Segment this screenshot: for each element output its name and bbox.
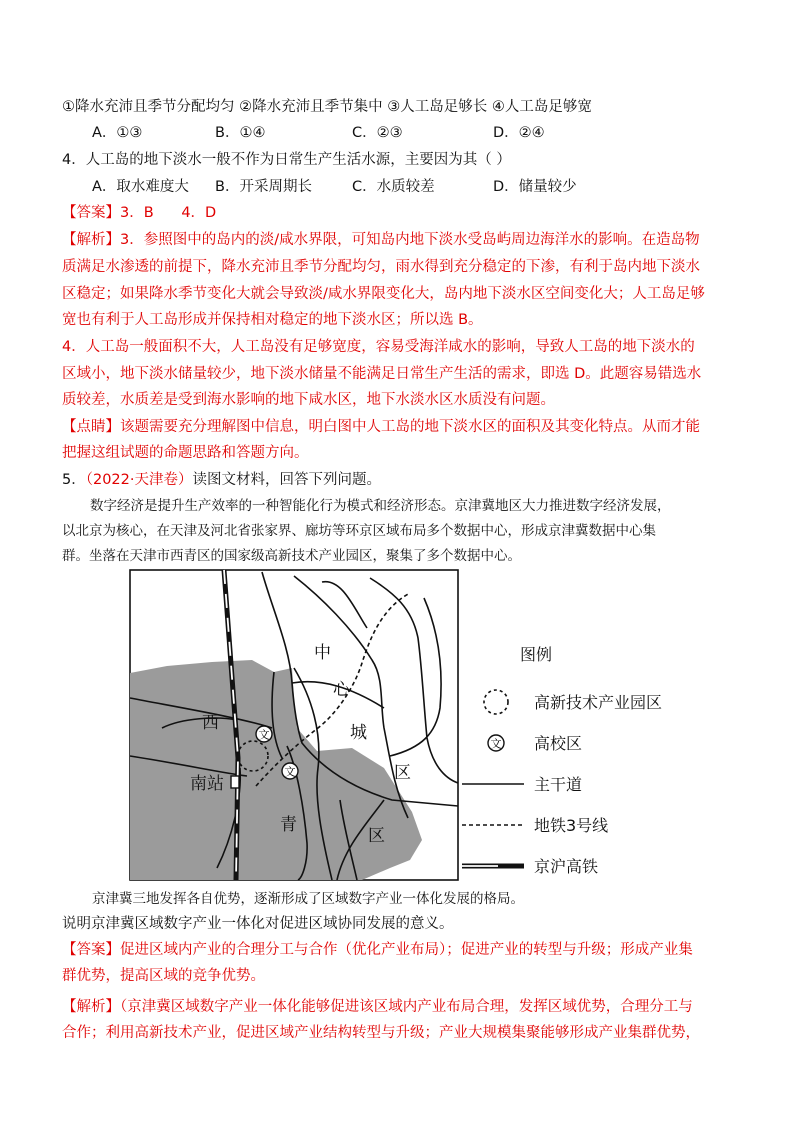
label-xi: 西 (202, 713, 219, 733)
university-label: 文 (284, 765, 296, 779)
q5-after-map: 京津冀三地发挥各自优势，逐渐形成了区域数字产业一体化发展的格局。 (92, 891, 524, 907)
analysis-34-line-4: 宽也有利于人工岛形成并保持相对稳定的地下淡水区；所以选 B。 (62, 312, 483, 328)
map-figure (122, 568, 722, 884)
tip-line-2: 把握这组试题的命题思路和答题方向。 (62, 445, 309, 461)
tip-label: 【点睛】 (62, 419, 120, 435)
analysis-text: 3．参照图中的岛内的淡/咸水界限，可知岛内地下淡水受岛屿周边海洋水的影响。在造岛物 (120, 232, 700, 248)
q5-material-1: 数字经济是提升生产效率的一种智能化行为模式和经济形态。京津冀地区大力推进数字经济发展， (90, 498, 671, 514)
q3-option-d: D．②④ (493, 125, 545, 141)
south-station-marker (231, 776, 239, 788)
legend-university-label: 高校区 (534, 734, 583, 753)
q5-question: 说明京津冀区域数字产业一体化对促进区域协同发展的意义。 (62, 916, 454, 932)
university-marker-1 (256, 726, 272, 742)
university-label: 文 (258, 728, 270, 742)
legend-park-icon (484, 690, 508, 714)
answer-5-text: 促进区域内产业的合理分工与合作（优化产业布局）；促进产业的转型与升级；形成产业集 (120, 942, 693, 958)
label-qu-center: 区 (394, 763, 411, 783)
analysis-34-line-3: 区稳定；如果降水季节变化大就会导致淡/咸水界限变化大，岛内地下淡水区空间变化大；人工岛足够 (62, 286, 705, 302)
answer-34 (62, 203, 216, 223)
answer-5-line-1 (62, 940, 693, 960)
q5-stem (62, 470, 381, 490)
q4-option-c: C．水质较差 (352, 179, 435, 195)
label-qing: 青 (280, 815, 297, 835)
legend-title: 图例 (520, 645, 553, 664)
q4-stem: 4．人工岛的地下淡水一般不作为日常生产生活水源，主要因为其（ ） (62, 152, 511, 168)
q4-option-d: D．储量较少 (493, 179, 577, 195)
analysis-34-line-6: 区域小，地下淡水储量较少，地下淡水储量不能满足日常生产生活的需求，即选 D。此题容易错选水 (62, 366, 702, 382)
q3-option-b: B．①④ (215, 125, 266, 141)
answer-5-label: 【答案】 (62, 942, 120, 958)
legend-subway-label: 地铁3号线 (534, 816, 609, 835)
tip-text: 该题需要充分理解图中信息，明白图中人工岛的地下淡水区的面积及其变化特点。从而才能 (120, 419, 700, 435)
answer-text: 3．B 4．D (120, 205, 217, 221)
label-qu-west: 区 (368, 826, 385, 846)
analysis-5-label: 【解析】 (62, 999, 120, 1015)
q3-option-c: C．②③ (352, 125, 403, 141)
label-zhong: 中 (314, 643, 331, 663)
analysis-34-line-7: 质较差，水质差是受到海水影响的地下咸水区，地下水淡水区水质没有问题。 (62, 392, 555, 408)
legend-hsr-label: 京沪高铁 (534, 857, 599, 876)
q5-stem-text: 读图文材料，回答下列问题。 (192, 472, 381, 488)
legend-park-label: 高新技术产业园区 (534, 693, 663, 712)
university-marker-2 (282, 763, 298, 779)
q4-option-b: B．开采周期长 (215, 179, 312, 195)
analysis-34-line-2: 质满足水渗透的前提下，降水充沛且季节分配均匀，雨水得到充分稳定的下渗，有利于岛内地下淡水 (62, 259, 700, 275)
q5-source: （2022·天津卷） (85, 472, 193, 488)
label-xin: 心 (333, 680, 350, 700)
label-nanzhan: 南站 (190, 774, 224, 794)
legend-road-label: 主干道 (534, 775, 583, 794)
answer-5-line-2: 群优势，提高区域的竞争优势。 (62, 968, 265, 984)
analysis-34-line-5: 4．人工岛一般面积不大，人工岛没有足够宽度，容易受海洋咸水的影响，导致人工岛的地下淡水的 (62, 339, 695, 355)
analysis-5-line-2: 合作；利用高新技术产业，促进区域产业结构转型与升级；产业大规模集聚能够形成产业集群优势， (62, 1025, 700, 1041)
analysis-5-text: （京津冀区域数字产业一体化能够促进该区域内产业布局合理，发挥区域优势，合理分工与 (120, 999, 693, 1015)
q5-material-3: 群。坐落在天津市西青区的国家级高新技术产业园区，聚集了多个数据中心。 (62, 548, 521, 564)
q3-statement: ①降水充沛且季节分配均匀 ②降水充沛且季节集中 ③人工岛足够长 ④人工岛足够宽 (62, 99, 592, 115)
q3-option-a: A．①③ (92, 125, 143, 141)
analysis-5-line-1 (62, 997, 693, 1017)
label-cheng: 城 (350, 723, 367, 743)
answer-label: 【答案】 (62, 205, 120, 221)
analysis-label: 【解析】 (62, 232, 120, 248)
analysis-34-line-1 (62, 230, 700, 250)
tip-line-1 (62, 417, 700, 437)
q4-option-a: A．取水难度大 (92, 179, 189, 195)
q5-number: 5． (62, 472, 86, 488)
legend-university-glyph: 文 (490, 737, 502, 751)
q5-material-2: 以北京为核心，在天津及河北省张家界、廊坊等环京区域布局多个数据中心，形成京津冀数据中心集 (62, 523, 656, 539)
